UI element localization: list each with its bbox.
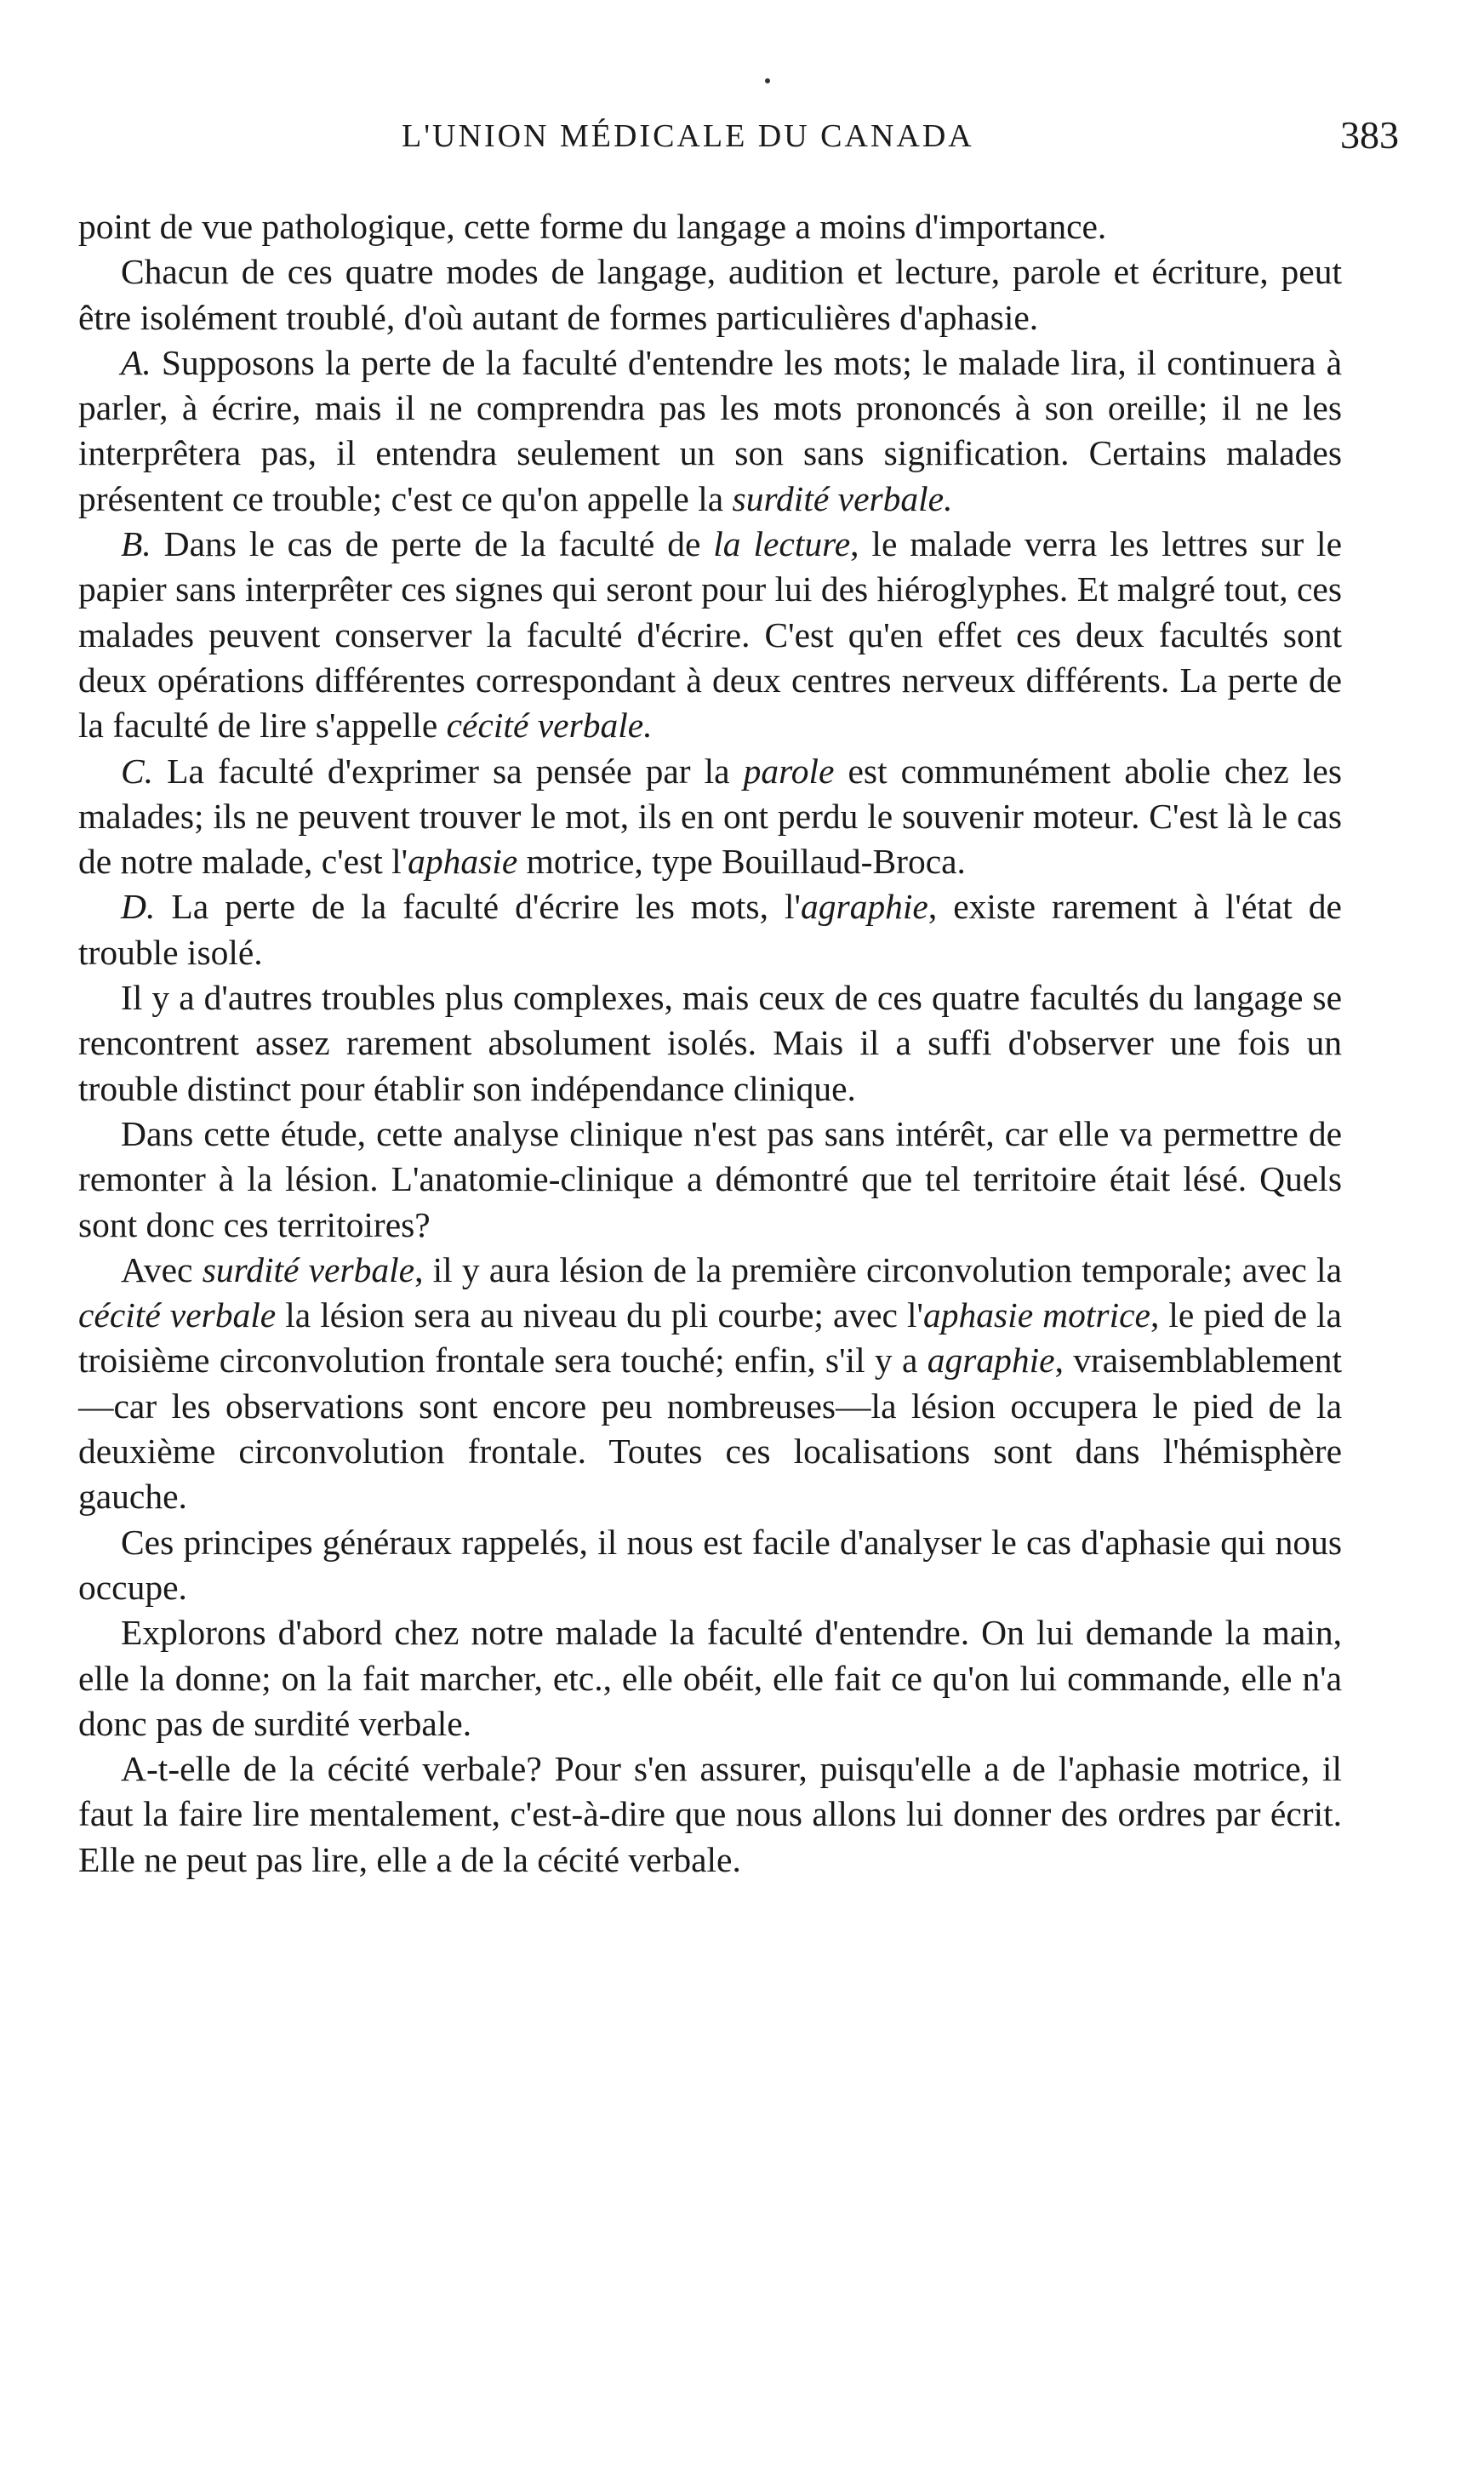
italic-text: agraphie bbox=[927, 1340, 1055, 1380]
paragraph bbox=[78, 1112, 1342, 1248]
text-segment: Supposons la perte de la faculté d'entendre les mots; le malade lira, il continuera à parler, à écrire, mais il ne comprendra pas les mots prononcés à son oreille; il ne les interprêtera pas, il entendra seulement un son sans signification. Certains malades présentent ce trouble; c'est ce qu'on appelle la bbox=[78, 342, 1342, 518]
text-segment: , vraisemblablement—car les observations sont encore peu nombreuses—la lésion occupera le pied de la deuxième circonvolution frontale. Toutes ces localisations sont dans l'hémisphère gauche. bbox=[78, 1340, 1342, 1517]
paragraph bbox=[78, 340, 1342, 522]
paragraph bbox=[78, 522, 1342, 748]
italic-text: parole bbox=[743, 751, 835, 791]
page-number: 383 bbox=[1340, 113, 1399, 157]
print-speck bbox=[765, 78, 770, 83]
text-segment: Dans cette étude, cette analyse clinique n'est pas sans intérêt, car elle va permettre de remonter à la lésion. L'anatomie-clinique a démontré que tel territoire était lésé. Quels sont donc ces territoires? bbox=[78, 1113, 1342, 1244]
text-segment: Dans le cas de perte de la faculté de bbox=[151, 524, 714, 564]
italic-text: A. bbox=[121, 342, 151, 382]
paragraph bbox=[78, 1520, 1342, 1611]
text-segment: point de vue pathologique, cette forme du langage a moins d'importance. bbox=[78, 207, 1107, 246]
italic-text: surdité verbale bbox=[202, 1249, 415, 1289]
paragraph bbox=[78, 884, 1342, 975]
paragraph bbox=[78, 204, 1342, 249]
paragraph bbox=[78, 975, 1342, 1112]
running-title: L'UNION MÉDICALE DU CANADA bbox=[402, 118, 974, 154]
text-segment: A-t-elle de la cécité verbale? Pour s'en assurer, puisqu'elle a de l'aphasie motrice, il faut la faire lire mentalement, c'est-à-dire que nous allons lui donner des ordres par écrit. Elle ne peut pas lire, elle a de la cécité verbale. bbox=[78, 1749, 1342, 1879]
italic-text: cécité verbale bbox=[78, 1295, 277, 1335]
body-text bbox=[78, 204, 1342, 1883]
text-segment: Avec bbox=[121, 1249, 203, 1289]
text-segment: la lésion sera au niveau du pli courbe; avec l' bbox=[276, 1295, 924, 1335]
italic-text: agraphie bbox=[800, 887, 928, 927]
italic-text: B. bbox=[121, 524, 151, 564]
italic-text: aphasie bbox=[408, 842, 518, 882]
paragraph bbox=[78, 749, 1342, 885]
text-segment: Chacun de ces quatre modes de langage, audition et lecture, parole et écriture, peut être isolément troublé, d'où autant de formes particulières d'aphasie. bbox=[78, 252, 1342, 337]
text-segment: motrice, type Bouillaud-Broca. bbox=[517, 842, 966, 882]
text-segment: , il y aura lésion de la première circonvolution temporale; avec la bbox=[414, 1249, 1342, 1289]
italic-text: cécité verbale. bbox=[446, 706, 653, 746]
italic-text: aphasie motrice bbox=[923, 1295, 1150, 1335]
text-segment: La faculté d'exprimer sa pensée par la bbox=[153, 751, 744, 791]
italic-text: surdité verbale. bbox=[732, 478, 953, 518]
text-segment: La perte de la faculté d'écrire les mots, l' bbox=[155, 887, 801, 927]
text-segment: , le pied de la troisième circonvolution frontale sera touché; enfin, s'il y a bbox=[78, 1295, 1342, 1380]
text-segment: est communément abolie chez les malades; ils ne peuvent trouver le mot, ils en ont perdu le souvenir moteur. C'est là le cas de notre malade, c'est l' bbox=[78, 751, 1342, 882]
text-segment: Il y a d'autres troubles plus complexes, mais ceux de ces quatre facultés du langage se rencontrent assez rarement absolument isolés. Mais il a suffi d'observer une fois un trouble distinct pour établir son indépendance clinique. bbox=[78, 978, 1342, 1108]
text-segment: , le malade verra les lettres sur le papier sans interprêter ces signes qui seront pour lui des hiéroglyphes. Et malgré tout, ces malades peuvent conserver la faculté d'écrire. C'est qu'en effet ces deux facultés sont deux opérations différentes correspondant à deux centres nerveux différents. La perte de la faculté de lire s'appelle bbox=[78, 524, 1342, 746]
page-header bbox=[78, 113, 1406, 169]
paragraph bbox=[78, 1610, 1342, 1746]
paragraph bbox=[78, 249, 1342, 340]
italic-text: la lecture bbox=[713, 524, 851, 564]
paragraph bbox=[78, 1248, 1342, 1520]
text-segment: , existe rarement à l'état de trouble isolé. bbox=[78, 887, 1342, 972]
italic-text: C. bbox=[121, 751, 154, 791]
text-segment: Ces principes généraux rappelés, il nous est facile d'analyser le cas d'aphasie qui nous occupe. bbox=[78, 1522, 1342, 1607]
text-segment: Explorons d'abord chez notre malade la faculté d'entendre. On lui demande la main, elle la donne; on la fait marcher, etc., elle obéit, elle fait ce qu'on lui commande, elle n'a donc pas de surdité verbale. bbox=[78, 1613, 1342, 1743]
italic-text: D. bbox=[121, 887, 156, 927]
paragraph bbox=[78, 1746, 1342, 1883]
